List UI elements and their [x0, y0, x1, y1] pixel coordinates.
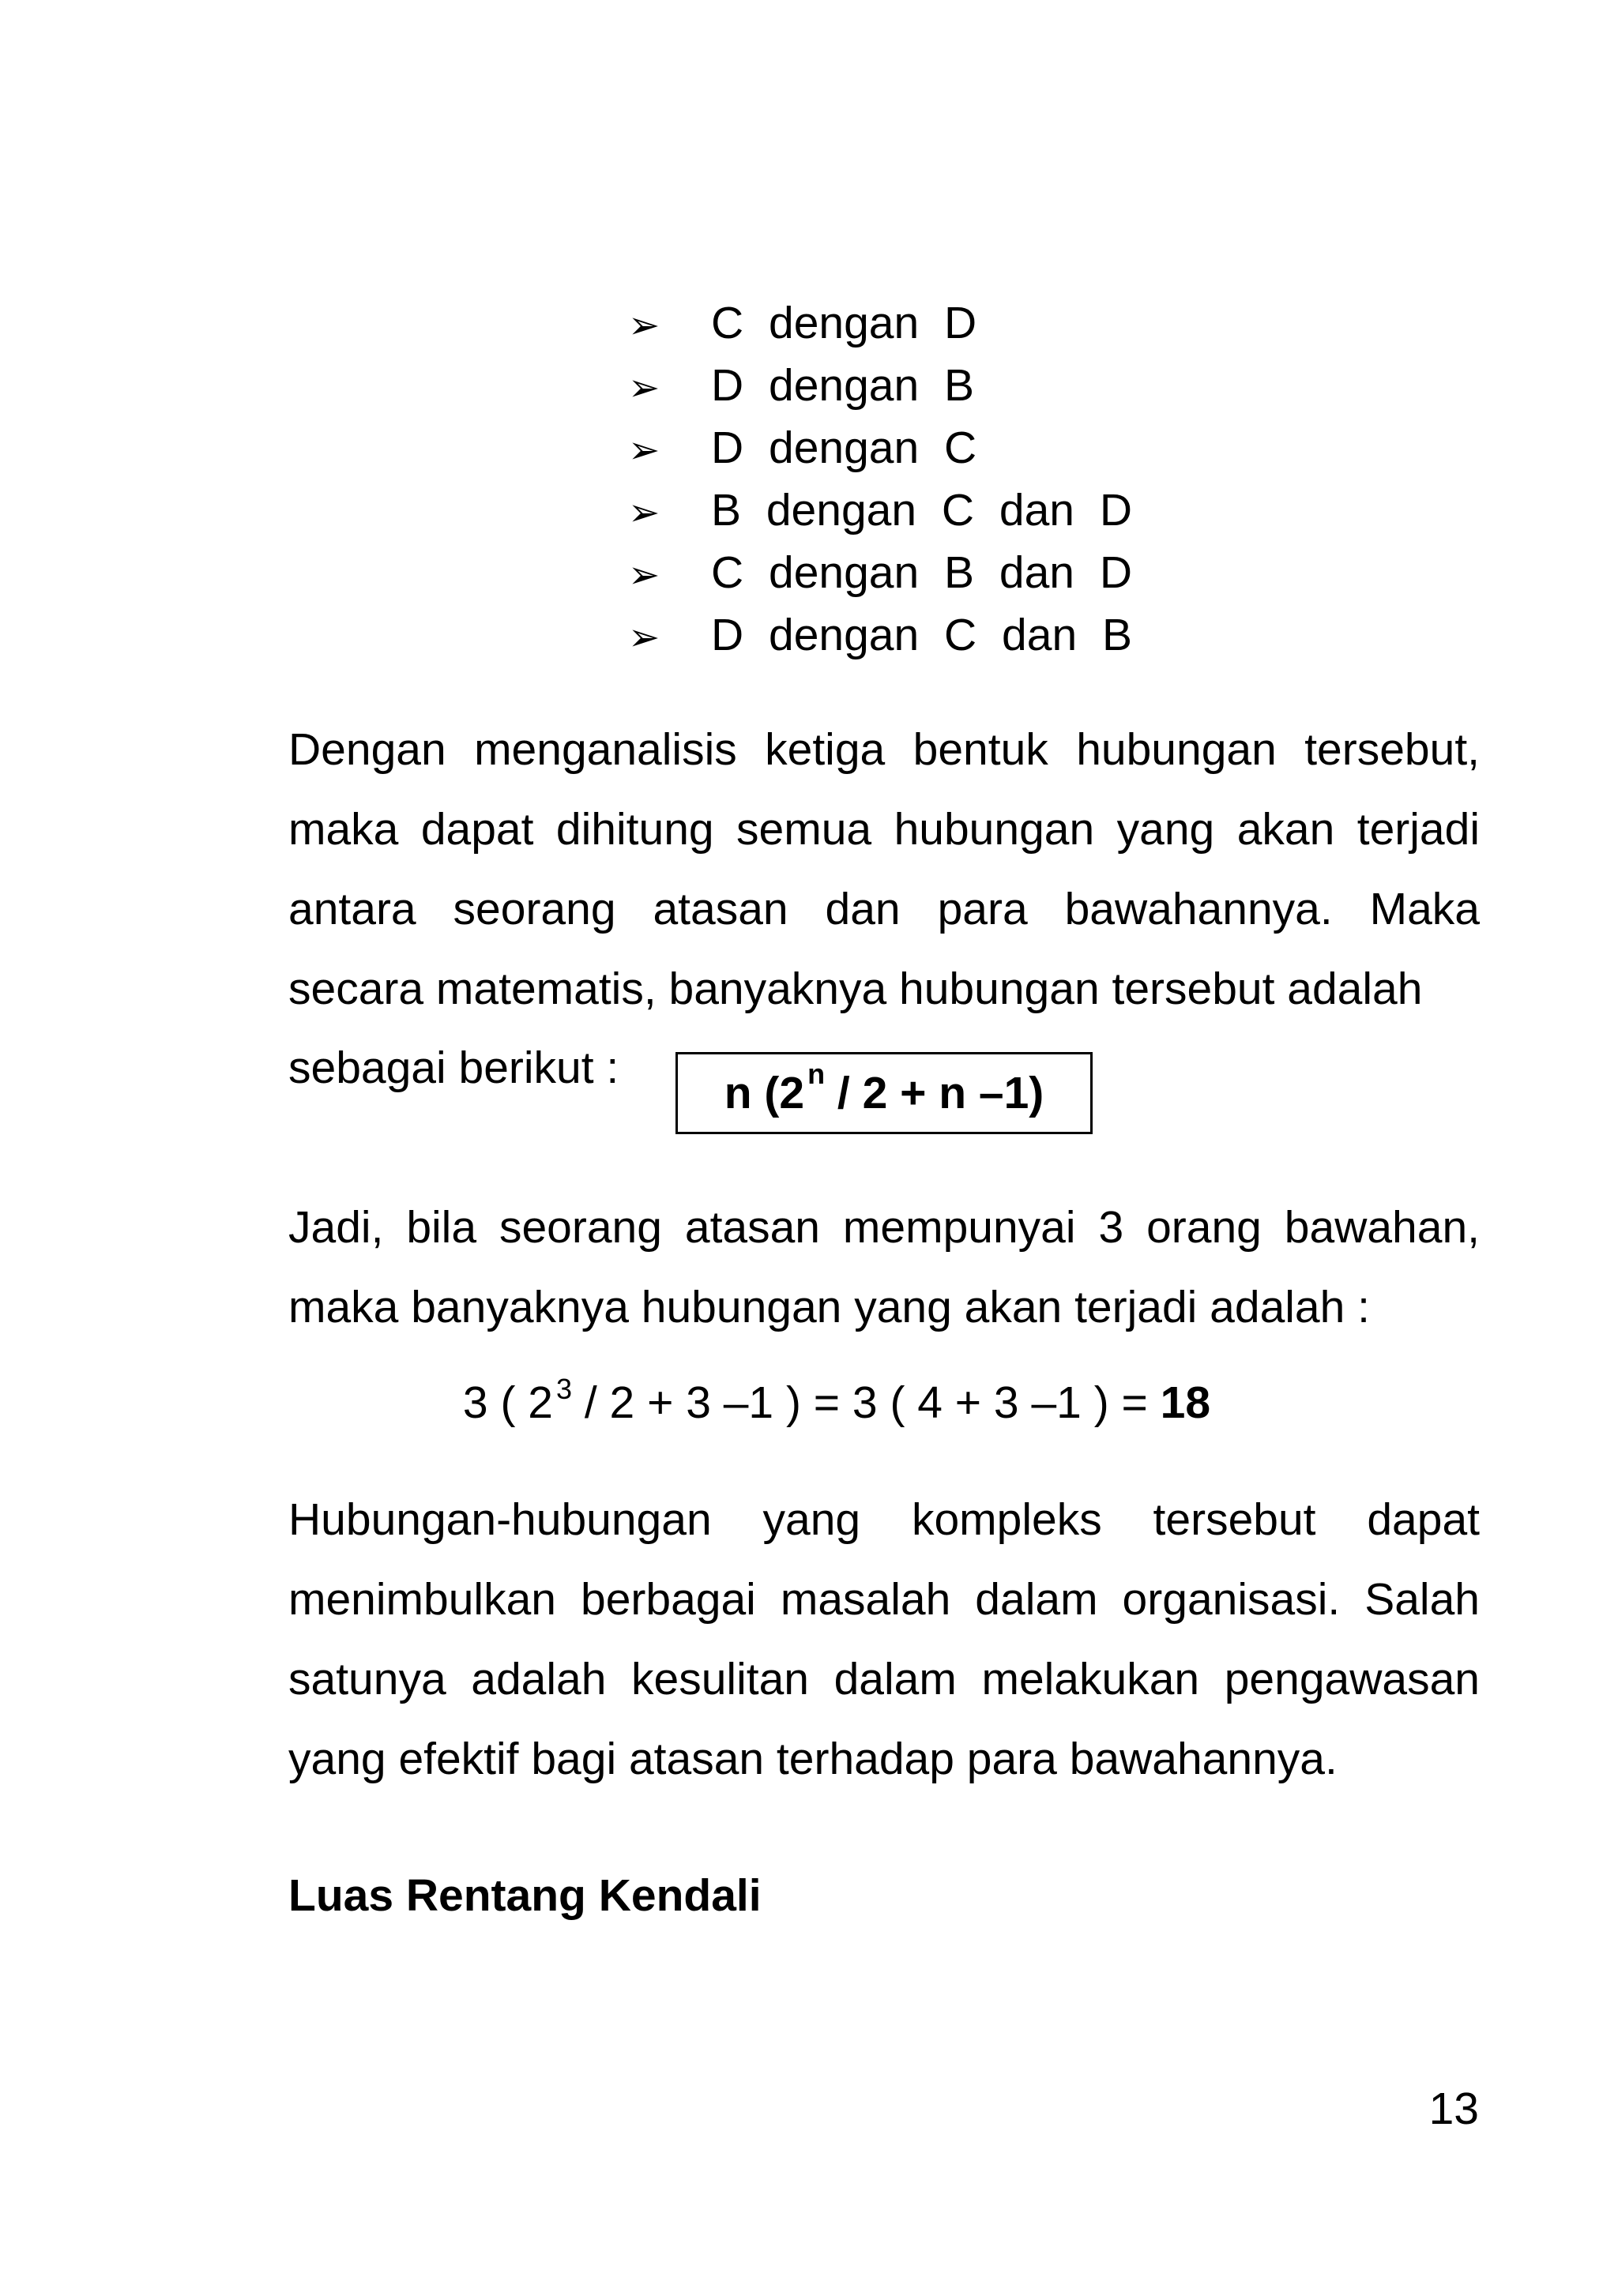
arrowhead-bullet-icon: ➢: [628, 490, 660, 535]
list-item: ➢ D dengan C dan B: [628, 604, 1132, 667]
page-number: 13: [1428, 2084, 1479, 2134]
formula-prefix: n (2: [724, 1068, 805, 1118]
paragraph-analysis: Dengan menganalisis ketiga bentuk hubungan tersebut, maka dapat dihitung semua hubungan yang akan terjadi antara seorang atasan dan para bawahannya. Maka secara matematis, banyaknya hubungan tersebut adalah: [288, 724, 1480, 1014]
paragraph-example: Jadi, bila seorang atasan mempunyai 3 orang bawahan, maka banyaknya hubungan yang akan terjadi adalah :: [288, 1202, 1480, 1332]
list-item: ➢ C dengan D: [628, 292, 1132, 355]
equation-result: 18: [1160, 1377, 1211, 1428]
arrowhead-bullet-icon: ➢: [628, 615, 660, 659]
list-item: ➢ B dengan C dan D: [628, 479, 1132, 542]
arrowhead-bullet-icon: ➢: [628, 366, 660, 410]
formula-exponent: n: [807, 1058, 826, 1090]
arrowhead-bullet-icon: ➢: [628, 303, 660, 348]
relationship-list: [628, 292, 1132, 667]
equation-exponent: 3: [555, 1373, 573, 1405]
equation-middle: / 2 + 3 –1 ) = 3 ( 4 + 3 –1 ) =: [584, 1377, 1148, 1428]
arrowhead-bullet-icon: ➢: [628, 553, 660, 597]
formula-lead-text: sebagai berikut :: [288, 1043, 619, 1093]
list-item: ➢ D dengan B: [628, 355, 1132, 417]
formula-suffix: / 2 + n –1): [837, 1068, 1044, 1118]
arrowhead-bullet-icon: ➢: [628, 428, 660, 472]
worked-equation: [0, 1363, 1618, 1448]
list-item: ➢ C dengan B dan D: [628, 542, 1132, 604]
list-item: ➢ D dengan C: [628, 417, 1132, 479]
paragraph-complexity: Hubungan-hubungan yang kompleks tersebut dapat menimbulkan berbagai masalah dalam organisasi. Salah satunya adalah kesulitan dalam melakukan pengawasan yang efektif bagi atasan terhadap para bawahannya.: [288, 1494, 1480, 1784]
formula-box: [675, 1052, 1093, 1134]
section-heading: Luas Rentang Kendali: [288, 1870, 762, 1921]
equation-prefix: 3 ( 2: [462, 1377, 553, 1428]
